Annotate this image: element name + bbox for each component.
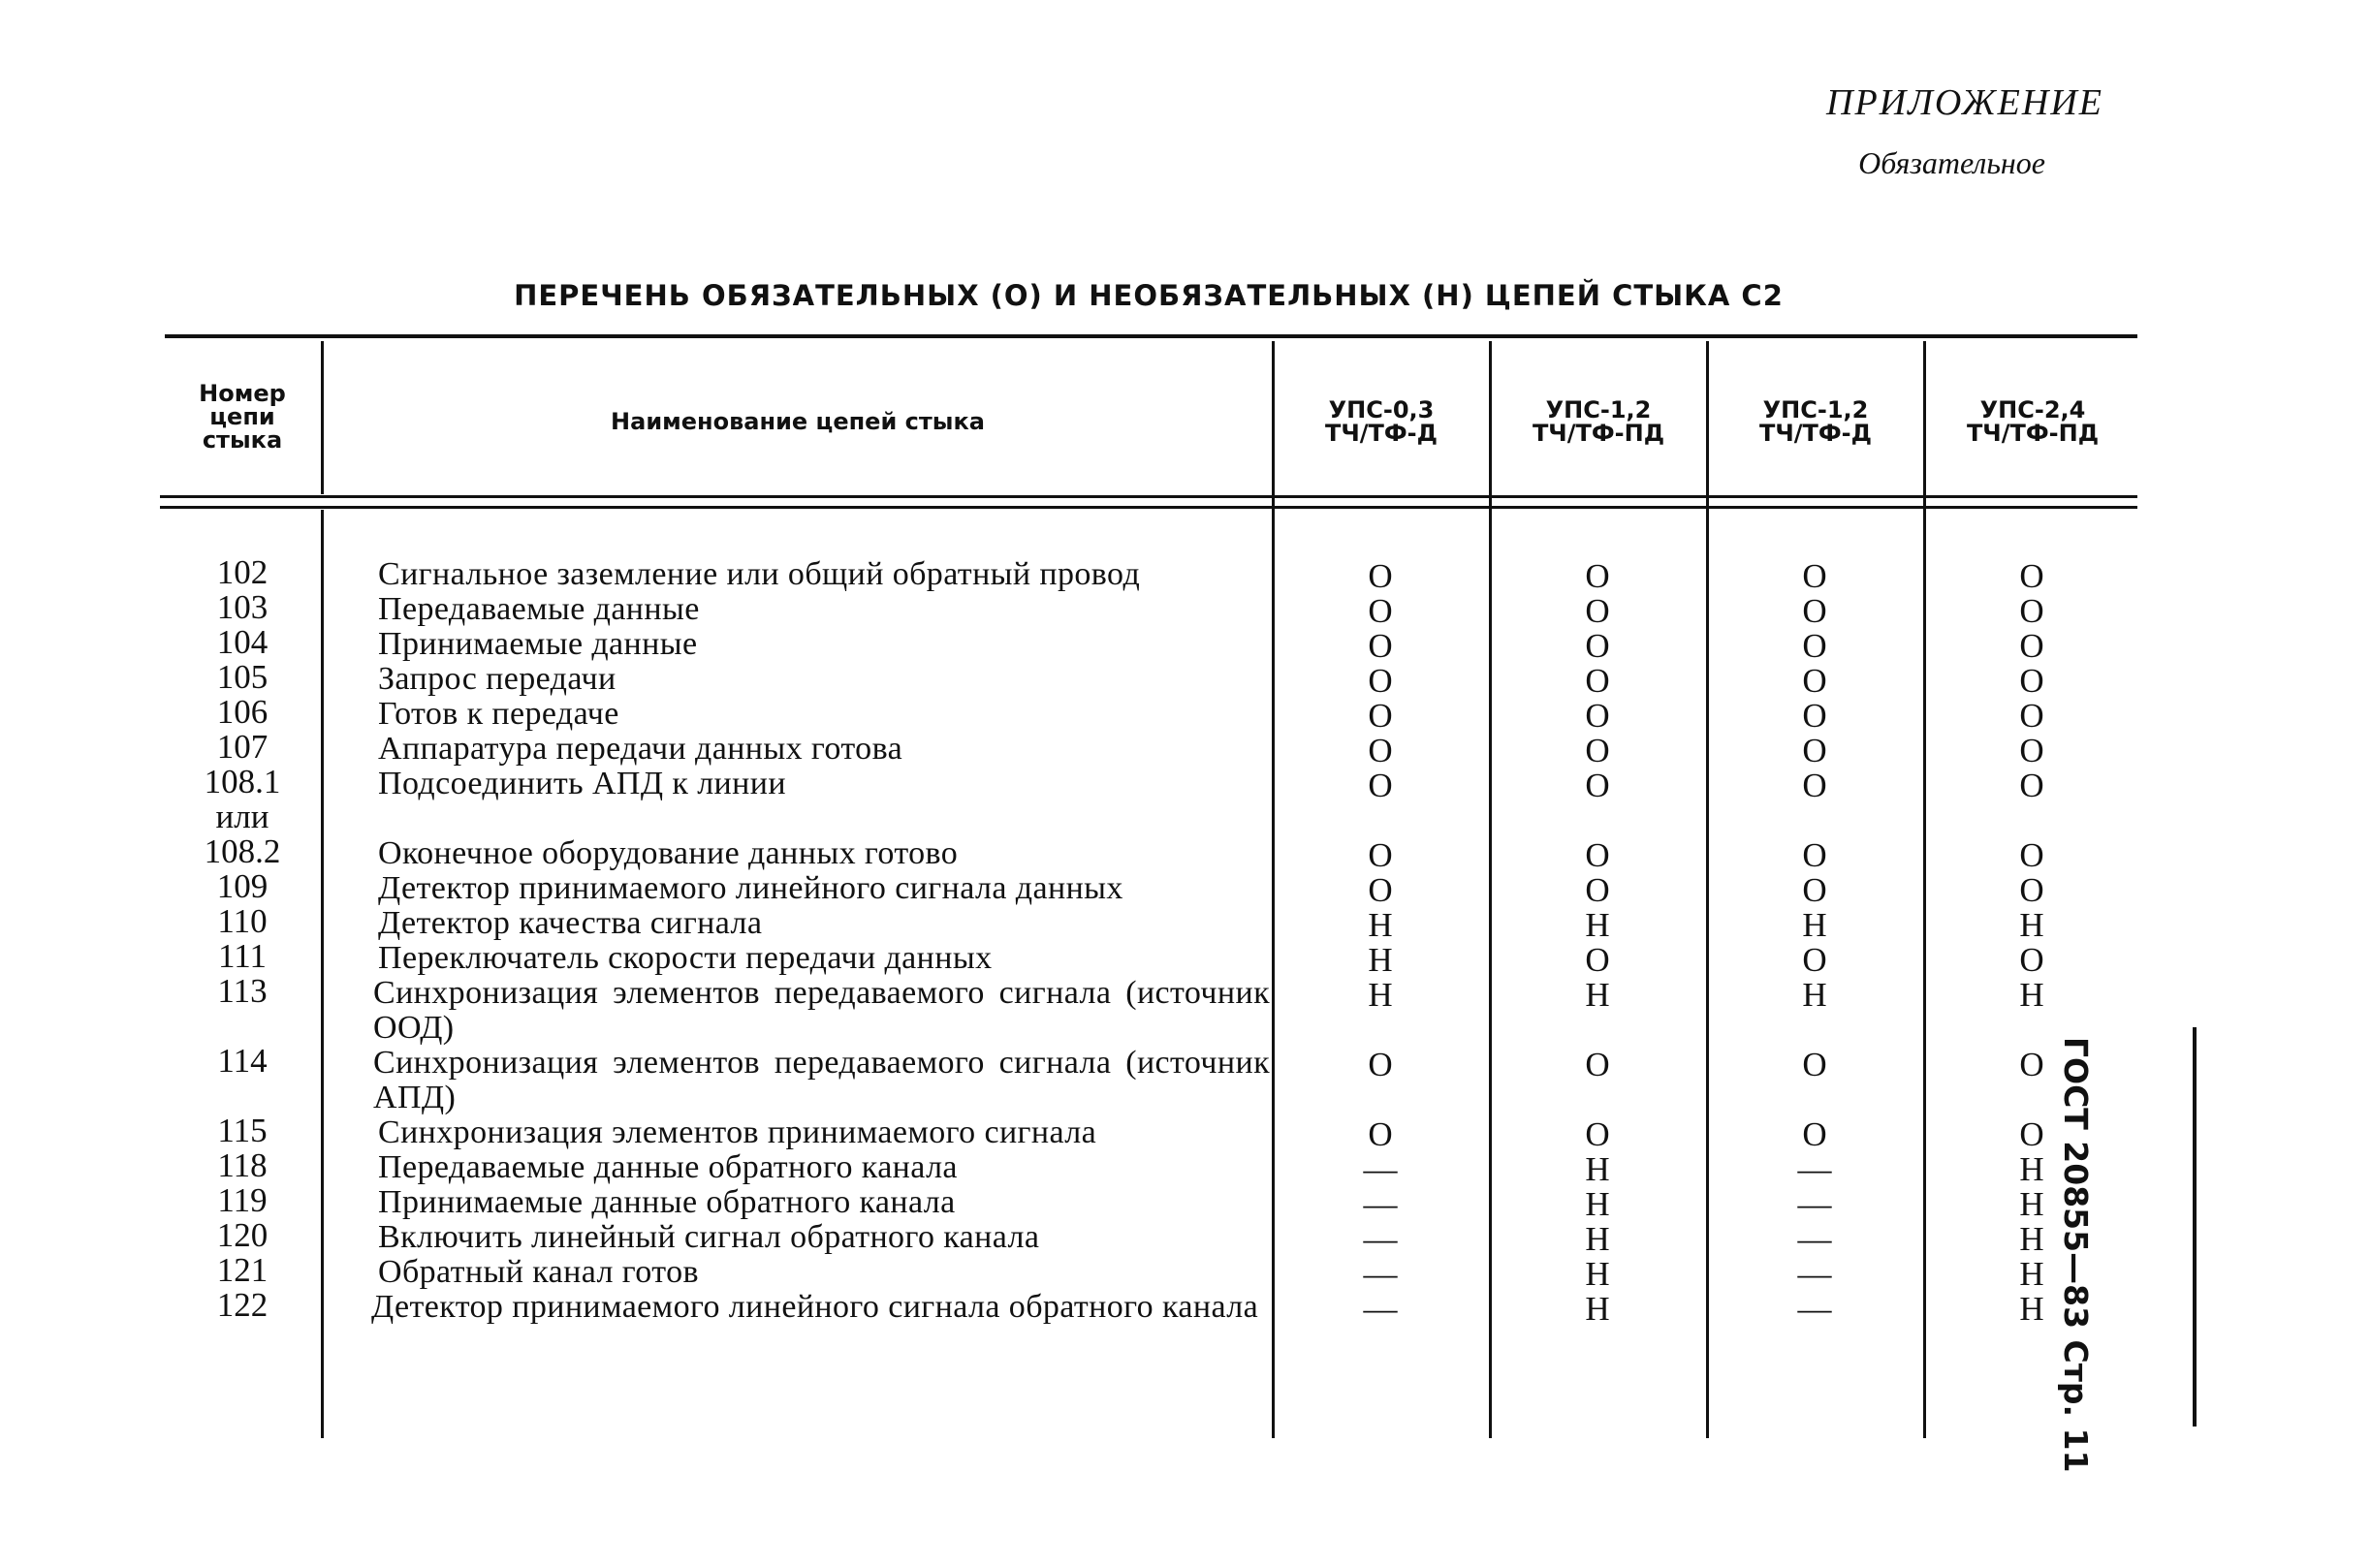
value-cell: О bbox=[1368, 662, 1393, 700]
header-col2: УПС-1,2 ТЧ/ТФ-ПД bbox=[1532, 396, 1665, 447]
value-cell: О bbox=[1368, 871, 1393, 909]
value-cell: О bbox=[2019, 592, 2044, 630]
value-cell: Н bbox=[1802, 906, 1827, 944]
value-cell: Н bbox=[1802, 976, 1827, 1014]
circuit-number: 114 bbox=[217, 1042, 268, 1080]
value-cell: Н bbox=[1585, 1255, 1610, 1293]
column-divider bbox=[1272, 341, 1275, 1438]
circuit-name: Готов к передаче bbox=[378, 696, 619, 732]
circuit-number: 109 bbox=[216, 867, 269, 905]
value-cell: — bbox=[1363, 1255, 1398, 1293]
value-cell: Н bbox=[1585, 1150, 1610, 1188]
column-divider bbox=[1489, 341, 1492, 1438]
circuit-number: 121 bbox=[216, 1251, 269, 1289]
value-cell: О bbox=[1585, 1046, 1610, 1083]
value-cell: Н bbox=[2019, 906, 2044, 944]
appendix-subtitle: Обязательное bbox=[1858, 145, 2045, 180]
value-cell: О bbox=[1585, 836, 1610, 874]
value-cell: Н bbox=[2019, 1255, 2044, 1293]
value-cell: О bbox=[1802, 941, 1827, 979]
value-cell: О bbox=[1802, 767, 1827, 804]
circuit-number: 106 bbox=[216, 693, 269, 731]
circuit-name: Синхронизация элементов передаваемого сигнала (источник АПД) bbox=[373, 1045, 1270, 1115]
circuit-name: Включить линейный сигнал обратного канала bbox=[378, 1219, 1040, 1255]
value-cell: О bbox=[1802, 1046, 1827, 1083]
value-cell: Н bbox=[2019, 976, 2044, 1014]
value-cell: О bbox=[1802, 697, 1827, 735]
circuit-number: 108.2 bbox=[204, 832, 281, 870]
circuit-number: 120 bbox=[216, 1216, 269, 1254]
value-cell: О bbox=[1585, 732, 1610, 769]
value-cell: Н bbox=[1585, 1185, 1610, 1223]
value-cell: О bbox=[1802, 836, 1827, 874]
value-cell: Н bbox=[1585, 976, 1610, 1014]
circuit-name: Детектор принимаемого линейного сигнала данных bbox=[378, 870, 1123, 906]
circuit-number: или bbox=[215, 798, 269, 835]
header-rule bbox=[160, 495, 2137, 498]
circuit-number: 104 bbox=[216, 623, 269, 661]
value-cell: — bbox=[1797, 1150, 1832, 1188]
circuit-name: Синхронизация элементов передаваемого сигнала (источник ООД) bbox=[373, 975, 1270, 1046]
circuit-name: Обратный канал готов bbox=[378, 1254, 699, 1290]
circuit-number: 113 bbox=[217, 972, 268, 1010]
appendix-title: ПРИЛОЖЕНИЕ bbox=[1826, 82, 2103, 123]
value-cell: О bbox=[1585, 662, 1610, 700]
value-cell: О bbox=[1585, 767, 1610, 804]
circuit-number: 108.1 bbox=[204, 763, 281, 800]
circuit-number: 111 bbox=[218, 937, 267, 975]
value-cell: О bbox=[2019, 1115, 2044, 1153]
value-cell: О bbox=[2019, 662, 2044, 700]
circuit-name: Подсоединить АПД к линии bbox=[378, 766, 786, 801]
column-divider bbox=[1706, 341, 1709, 1438]
value-cell: О bbox=[2019, 697, 2044, 735]
value-cell: — bbox=[1363, 1185, 1398, 1223]
value-cell: О bbox=[2019, 941, 2044, 979]
circuit-name: Передаваемые данные bbox=[378, 591, 700, 627]
header-number: Номер цепи стыка bbox=[199, 380, 286, 454]
circuit-number: 103 bbox=[216, 588, 269, 626]
value-cell: О bbox=[1368, 1115, 1393, 1153]
value-cell: О bbox=[1802, 732, 1827, 769]
value-cell: О bbox=[1802, 627, 1827, 665]
circuit-number: 105 bbox=[216, 658, 269, 696]
value-cell: О bbox=[1368, 732, 1393, 769]
circuit-number: 107 bbox=[216, 728, 269, 766]
table-top-rule bbox=[165, 334, 2137, 338]
value-cell: О bbox=[2019, 557, 2044, 595]
value-cell: — bbox=[1363, 1290, 1398, 1328]
value-cell: — bbox=[1797, 1220, 1832, 1258]
value-cell: О bbox=[2019, 836, 2044, 874]
value-cell: О bbox=[1585, 627, 1610, 665]
circuit-name: Передаваемые данные обратного канала bbox=[378, 1149, 958, 1185]
header-rule-double bbox=[160, 506, 2137, 509]
value-cell: О bbox=[2019, 1046, 2044, 1083]
value-cell: О bbox=[2019, 627, 2044, 665]
value-cell: О bbox=[1585, 1115, 1610, 1153]
circuit-name: Принимаемые данные обратного канала bbox=[378, 1184, 956, 1220]
value-cell: — bbox=[1363, 1150, 1398, 1188]
value-cell: Н bbox=[1585, 1220, 1610, 1258]
header-col4: УПС-2,4 ТЧ/ТФ-ПД bbox=[1966, 396, 2100, 447]
value-cell: О bbox=[1802, 592, 1827, 630]
value-cell: Н bbox=[2019, 1290, 2044, 1328]
value-cell: — bbox=[1797, 1290, 1832, 1328]
circuit-number: 110 bbox=[217, 902, 268, 940]
circuit-number: 115 bbox=[217, 1112, 268, 1149]
value-cell: Н bbox=[1368, 976, 1393, 1014]
circuit-number: 119 bbox=[217, 1181, 268, 1219]
value-cell: О bbox=[1585, 557, 1610, 595]
value-cell: О bbox=[1585, 871, 1610, 909]
value-cell: О bbox=[1802, 871, 1827, 909]
side-rule bbox=[2193, 1027, 2197, 1427]
value-cell: О bbox=[1368, 697, 1393, 735]
standard-page-code: ГОСТ 20855—83 Стр. 11 bbox=[2057, 1037, 2095, 1473]
value-cell: О bbox=[1368, 836, 1393, 874]
circuit-name: Аппаратура передачи данных готова bbox=[378, 731, 903, 767]
header-name: Наименование цепей стыка bbox=[611, 408, 985, 435]
value-cell: Н bbox=[2019, 1150, 2044, 1188]
value-cell: О bbox=[1585, 941, 1610, 979]
circuit-name: Переключатель скорости передачи данных bbox=[378, 940, 993, 976]
circuit-name: Детектор качества сигнала bbox=[378, 905, 763, 941]
value-cell: — bbox=[1797, 1255, 1832, 1293]
value-cell: О bbox=[2019, 871, 2044, 909]
circuit-number: 118 bbox=[217, 1146, 268, 1184]
value-cell: Н bbox=[1368, 941, 1393, 979]
value-cell: О bbox=[1585, 697, 1610, 735]
circuit-number: 102 bbox=[216, 553, 269, 591]
circuit-name: Сигнальное заземление или общий обратный провод bbox=[378, 556, 1141, 592]
header-col1: УПС-0,3 ТЧ/ТФ-Д bbox=[1324, 396, 1438, 447]
circuit-name: Детектор принимаемого линейного сигнала обратного канала bbox=[371, 1289, 1259, 1325]
value-cell: О bbox=[1802, 1115, 1827, 1153]
table-title: ПЕРЕЧЕНЬ ОБЯЗАТЕЛЬНЫХ (О) И НЕОБЯЗАТЕЛЬНЫХ (Н) ЦЕПЕЙ СТЫКА С2 bbox=[514, 279, 1784, 312]
value-cell: Н bbox=[1585, 906, 1610, 944]
value-cell: О bbox=[2019, 767, 2044, 804]
circuit-name: Оконечное оборудование данных готово bbox=[378, 835, 959, 871]
value-cell: — bbox=[1797, 1185, 1832, 1223]
circuit-name: Принимаемые данные bbox=[378, 626, 698, 662]
value-cell: Н bbox=[1585, 1290, 1610, 1328]
value-cell: О bbox=[1368, 592, 1393, 630]
value-cell: — bbox=[1363, 1220, 1398, 1258]
value-cell: О bbox=[1802, 557, 1827, 595]
circuit-number: 122 bbox=[216, 1286, 269, 1324]
header-col3: УПС-1,2 ТЧ/ТФ-Д bbox=[1758, 396, 1873, 447]
circuit-name: Синхронизация элементов принимаемого сигнала bbox=[378, 1114, 1097, 1150]
value-cell: О bbox=[1368, 1046, 1393, 1083]
value-cell: О bbox=[2019, 732, 2044, 769]
value-cell: О bbox=[1368, 767, 1393, 804]
value-cell: Н bbox=[2019, 1185, 2044, 1223]
circuit-name: Запрос передачи bbox=[378, 661, 616, 697]
value-cell: О bbox=[1368, 557, 1393, 595]
value-cell: О bbox=[1802, 662, 1827, 700]
column-divider bbox=[1923, 341, 1926, 1438]
value-cell: О bbox=[1585, 592, 1610, 630]
value-cell: О bbox=[1368, 627, 1393, 665]
value-cell: Н bbox=[1368, 906, 1393, 944]
value-cell: Н bbox=[2019, 1220, 2044, 1258]
